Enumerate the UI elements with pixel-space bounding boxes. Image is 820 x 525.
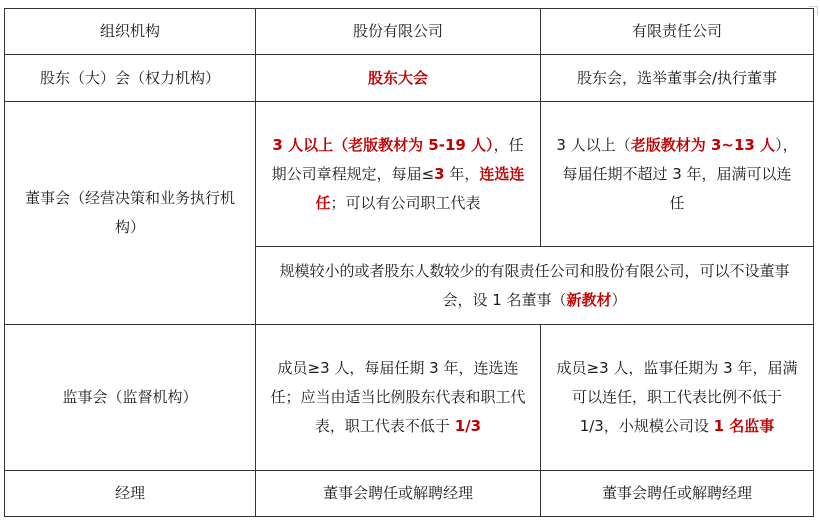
header-joint-stock: 股份有限公司 (256, 9, 541, 55)
comparison-table (4, 8, 814, 517)
table-row-supervisors (5, 325, 814, 471)
cell-manager-joint-stock: 董事会聘任或解聘经理 (256, 471, 541, 517)
highlight-text: 新教材 (566, 290, 612, 309)
body-text: 规模较小的或者股东人数较少的有限责任公司和股份有限公司，可以不设董事会，设 1 名董事（ (279, 261, 790, 309)
cell-supervisors-joint-stock (256, 325, 541, 471)
body-text: 年， (444, 164, 480, 183)
body-text: ，任期公司章程规定，每届≤ (271, 135, 524, 183)
table-row-board (5, 102, 814, 247)
cell-supervisors-llc (541, 325, 814, 471)
label-shareholders: 股东（大）会（权力机构） (5, 55, 256, 102)
table-row-manager (5, 471, 814, 517)
table-row-shareholders (5, 55, 814, 102)
label-board: 董事会（经营决策和业务执行机构） (5, 102, 256, 325)
body-text: 成员≥3 人，监事任期为 3 年，届满可以连任，职工代表比例不低于 1/3，小规模公司设 (556, 359, 798, 435)
body-text: 3 人以上（ (556, 135, 631, 154)
cell-board-note (256, 247, 814, 325)
highlight-text: 股东大会 (367, 68, 428, 87)
highlight-text: 1 名监事 (713, 417, 775, 435)
cell-shareholders-joint-stock (256, 55, 541, 102)
cell-board-joint-stock (256, 102, 541, 247)
highlight-text: 3 人以上（老版教材为 5-19 人） (272, 135, 494, 154)
cell-board-llc (541, 102, 814, 247)
table-header-row (5, 9, 814, 55)
highlight-text: 3 (434, 164, 445, 183)
highlight-text: 1/3 (454, 417, 482, 435)
cell-manager-llc: 董事会聘任或解聘经理 (541, 471, 814, 517)
highlight-text: 老版教材为 3~13 人 (630, 135, 776, 154)
highlight-text: 连选连任 (315, 164, 525, 212)
comparison-table-container (4, 8, 814, 516)
label-supervisors: 监事会（监督机构） (5, 325, 256, 471)
label-manager: 经理 (5, 471, 256, 517)
body-text: ） (611, 290, 627, 309)
header-org: 组织机构 (5, 9, 256, 55)
body-text: ；可以有公司职工代表 (330, 193, 481, 212)
body-text: 成员≥3 人，每届任期 3 年，连选连任；应当由适当比例股东代表和职工代表，职工代表不低于 (270, 359, 526, 435)
header-llc: 有限责任公司 (541, 9, 814, 55)
body-text: ），每届任期不超过 3 年，届满可以连任 (562, 135, 798, 212)
cell-shareholders-llc: 股东会，选举董事会/执行董事 (541, 55, 814, 102)
